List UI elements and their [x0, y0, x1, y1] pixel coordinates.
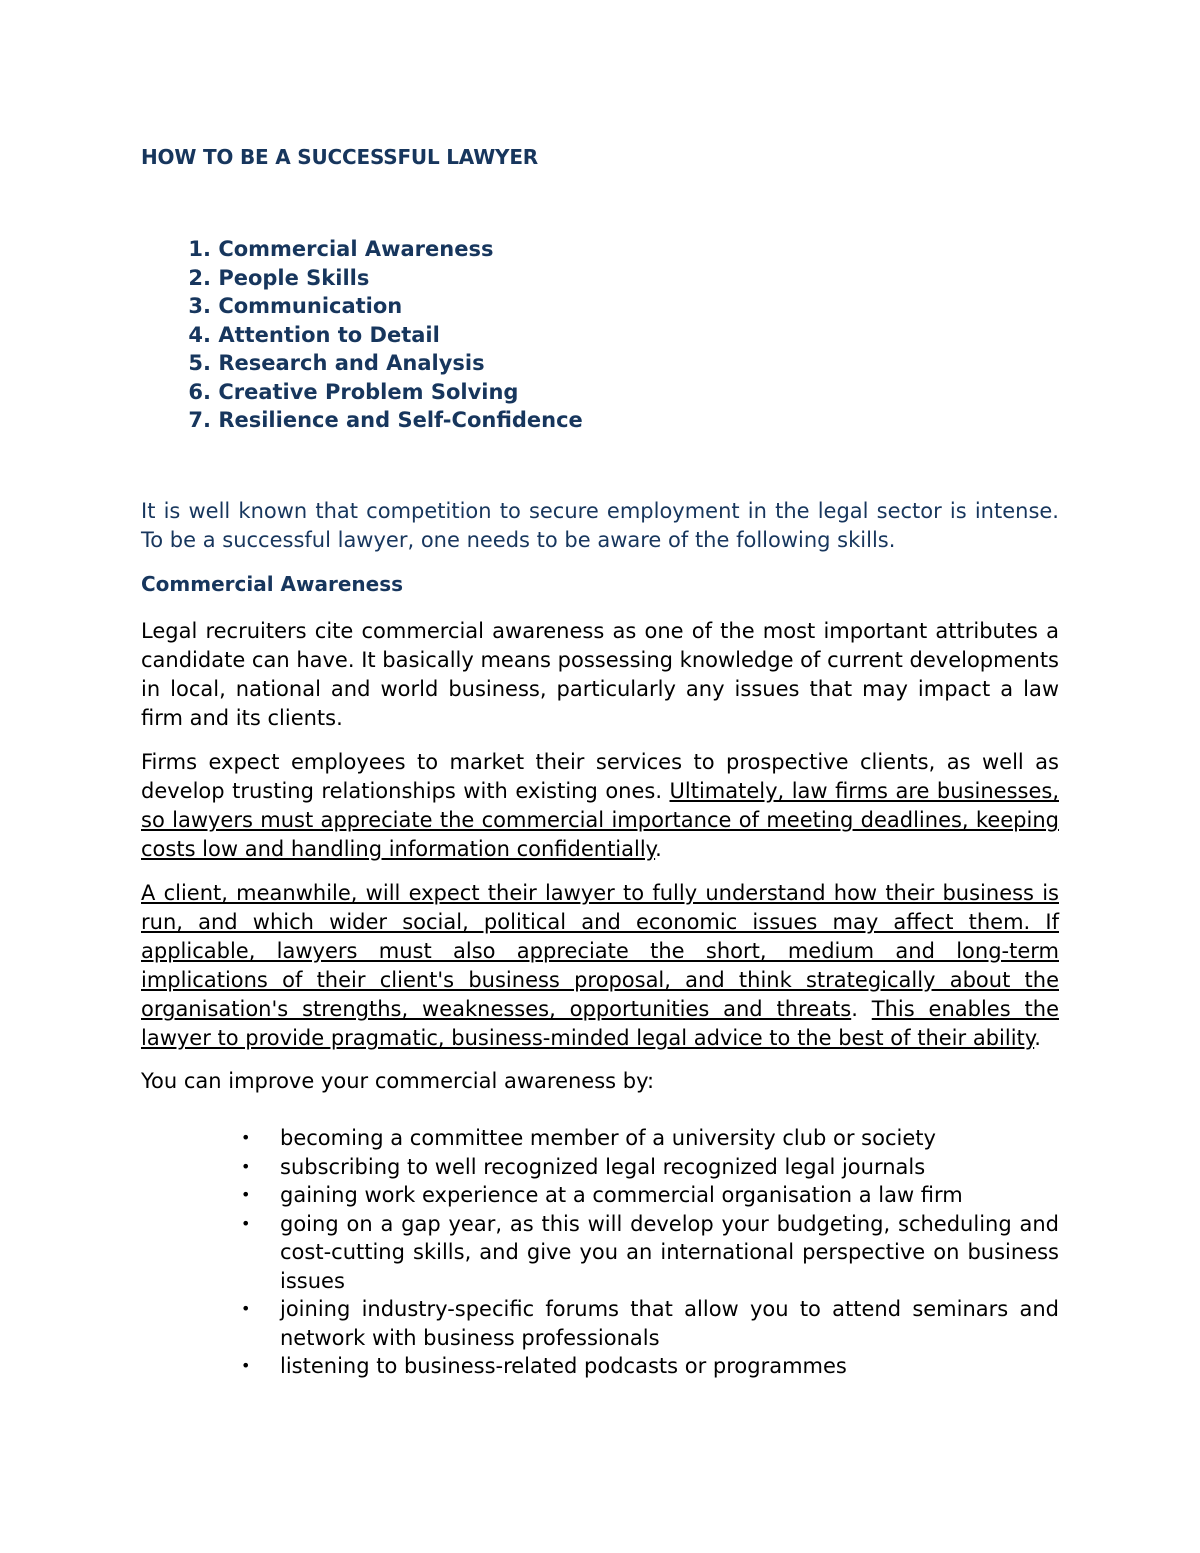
- bullet-item: [141, 1295, 1059, 1352]
- bullet-text: joining industry-specific forums that allow you to attend seminars and network with business professionals: [280, 1297, 1059, 1350]
- paragraph-text: .: [851, 997, 872, 1021]
- skills-list-label: Commercial Awareness: [218, 237, 494, 261]
- skills-list-label: People Skills: [218, 265, 370, 290]
- bullet-text: going on a gap year, as this will develop your budgeting, scheduling and cost-cutting skills, and give you an international perspective on business issues: [280, 1211, 1059, 1293]
- improvement-bullet-list: [141, 1124, 1059, 1381]
- skills-list-number: 3.: [188, 294, 211, 318]
- skills-list-label: Creative Problem Solving: [218, 379, 519, 404]
- bullet-icon: •: [241, 1213, 251, 1233]
- bullet-item: [141, 1124, 1059, 1153]
- skills-list-label: Attention to Detail: [218, 322, 440, 347]
- paragraph-text: .: [1034, 1026, 1041, 1050]
- paragraph-firms-expect: [141, 748, 1059, 864]
- skills-list-item: [141, 264, 583, 293]
- paragraph-client-expectations: [141, 879, 1059, 1053]
- bullet-icon: •: [241, 1185, 251, 1204]
- paragraph-text: .: [655, 837, 662, 861]
- section-heading-commercial-awareness: Commercial Awareness: [141, 572, 404, 596]
- underlined-text: A client, meanwhile, will expect their lawyer to fully understand how their business is run, and which wider social, political and economic issues may affect them. If applicable, lawyers must also appreciate the short, medium and long-term implications of their client's business proposal, and think strategically about the organisation's strengths, weaknesses, opportunities and threats: [141, 881, 1059, 1021]
- skills-list-number: 7.: [188, 408, 211, 432]
- bullet-item: [141, 1153, 1059, 1182]
- skills-list-item: [141, 349, 583, 378]
- skills-list-item: [141, 235, 583, 264]
- bullet-text: gaining work experience at a commercial organisation a law firm: [280, 1183, 963, 1207]
- skills-list-number: 2.: [188, 265, 211, 290]
- bullet-item: [141, 1210, 1059, 1296]
- intro-paragraph: It is well known that competition to secure employment in the legal sector is intense. To be a successful lawyer, one needs to be aware of the following skills.: [141, 499, 1059, 552]
- paragraph-text: Firms expect employees to market their services to prospective clients, as well as develop trusting relationships with existing ones.: [141, 750, 1059, 803]
- bullet-text: listening to business-related podcasts or programmes: [280, 1354, 847, 1378]
- skills-list: [141, 235, 583, 435]
- bullet-icon: •: [241, 1128, 251, 1147]
- paragraph-definition: Legal recruiters cite commercial awareness as one of the most important attributes a candidate can have. It basically means possessing knowledge of current developments in local, national and world business, particularly any issues that may impact a law firm and its clients.: [141, 619, 1059, 730]
- skills-list-label: Research and Analysis: [218, 351, 485, 375]
- skills-list-label: Resilience and Self-Confidence: [218, 408, 583, 432]
- skills-list-item: [141, 292, 583, 321]
- bullet-item: [141, 1181, 1059, 1210]
- underlined-text: Ultimately, law firms are businesses, so lawyers must appreciate the commercial importance of meeting deadlines, keeping costs low and handling information confidentially: [141, 779, 1059, 861]
- bullet-icon: •: [241, 1299, 251, 1318]
- skills-list-label: Communication: [218, 294, 403, 318]
- skills-list-number: 5.: [188, 351, 211, 375]
- bullet-icon: •: [241, 1156, 251, 1176]
- bullet-text: subscribing to well recognized legal recognized legal journals: [280, 1154, 926, 1179]
- skills-list-item: [141, 378, 583, 407]
- underlined-text: This enables the lawyer to provide pragmatic, business-minded legal advice to the best of their ability: [141, 997, 1059, 1050]
- skills-list-item: [141, 321, 583, 350]
- document-title: HOW TO BE A SUCCESSFUL LAWYER: [141, 145, 538, 169]
- skills-list-number: 1.: [188, 237, 211, 261]
- skills-list-item: [141, 406, 583, 435]
- paragraph-improve-intro: You can improve your commercial awareness by:: [141, 1069, 655, 1093]
- skills-list-number: 6.: [188, 379, 211, 404]
- skills-list-number: 4.: [188, 322, 211, 347]
- bullet-text: becoming a committee member of a university club or society: [280, 1126, 936, 1150]
- bullet-item: [141, 1352, 1059, 1381]
- bullet-icon: •: [241, 1356, 251, 1375]
